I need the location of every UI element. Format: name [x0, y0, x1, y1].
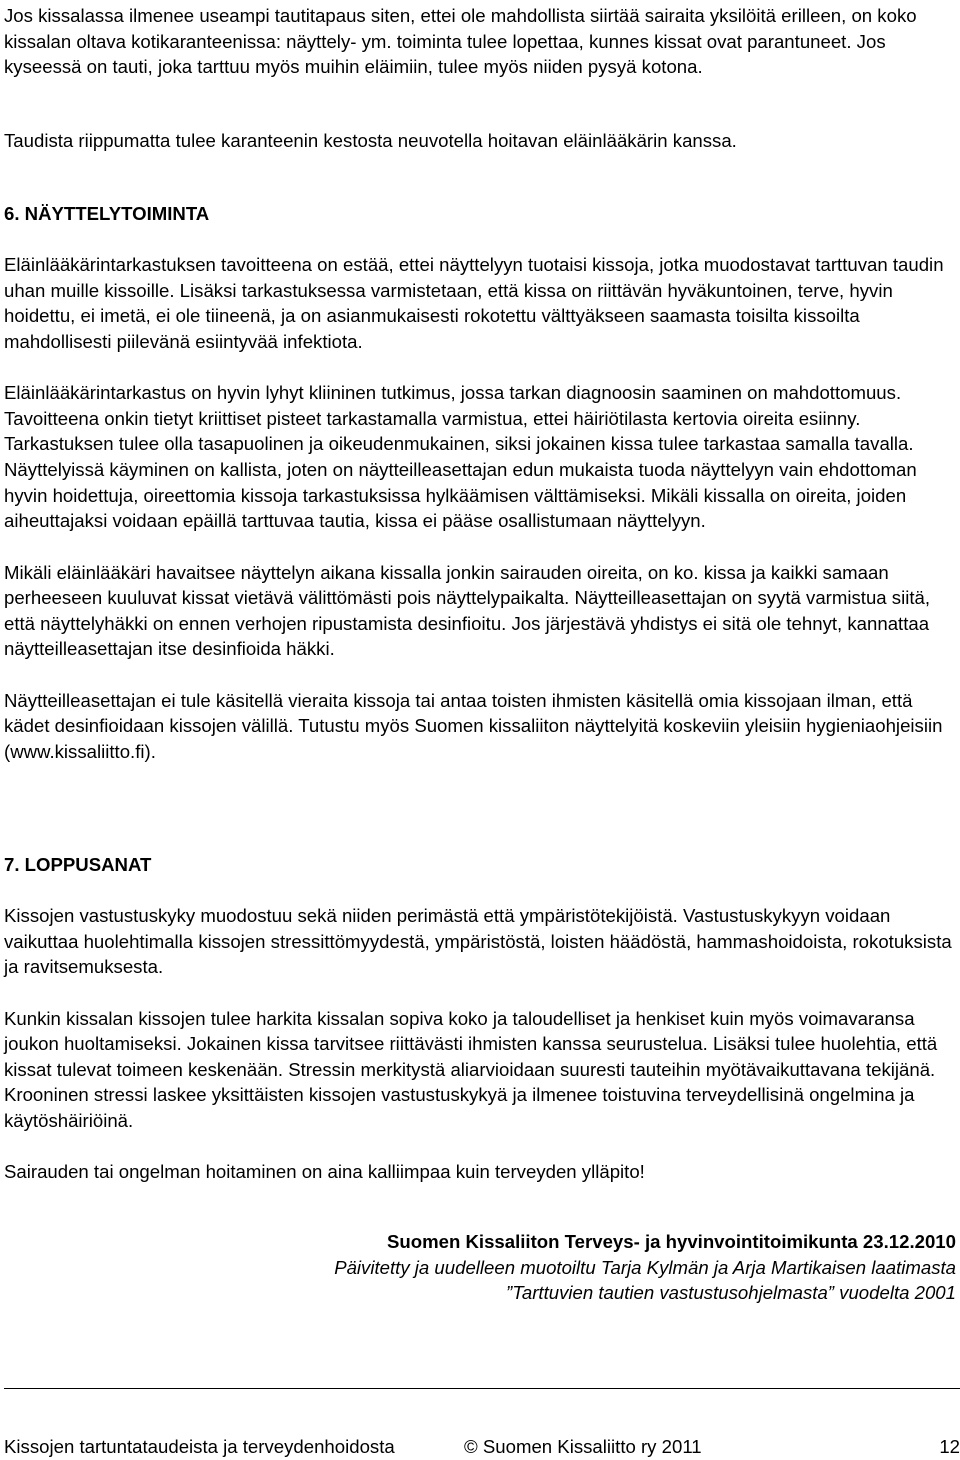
section-6-paragraph: Mikäli eläinlääkäri havaitsee näyttelyn aikana kissalla jonkin sairauden oireita, on ko. kissa ja kaikki samaan perheeseen kuuluvat kissat vietävä välittömästi pois näyttelypaikalta. Näytteilleasettajan on syytä varmistua siitä, että näyttelyhäkki on ennen verhojen ripustamista desinfioitu. Jos järjestävä yhdistys ei sitä ole tehnyt, kannattaa näytteilleasettajan itse desinfioida häkki. [4, 561, 931, 660]
signature-block [4, 1229, 956, 1306]
footer-document-title: Kissojen tartuntataudeista ja terveydenhoidosta [4, 1436, 395, 1457]
section-6-body [4, 252, 956, 764]
section-6-paragraph: Eläinlääkärintarkastus on hyvin lyhyt kliininen tutkimus, jossa tarkan diagnoosin saaminen on mahdottomuus. Tavoitteena onkin tietyt kriittiset pisteet tarkastamalla varmistua, ettei häiriötilasta kertovia oireita esiinny. Tarkastuksen tulee olla tasapuolinen ja oikeudenmukainen, siksi jokainen kissa tulee tarkastaa samalla tavalla. Näyttelyissä käyminen on kallista, joten on näytteilleasettajan edun mukaista tuoda näyttelyyn vain ehdottoman hyvin hoidettuja, oireettomia kissoja tarkastuksissa hylkäämisen välttämiseksi. Mikäli kissalla on oireita, joiden aiheuttajaksi voidaan epäillä tarttuvaa tautia, kissa ei pääse osallistumaan näyttelyyn. [4, 382, 917, 532]
section-heading-6: 6. NÄYTTELYTOIMINTA [4, 203, 210, 224]
section-7-paragraph: Sairauden tai ongelman hoitaminen on aina kalliimpaa kuin terveyden ylläpito! [4, 1161, 645, 1183]
section-6-paragraph: Näytteilleasettajan ei tule käsitellä vieraita kissoja tai antaa toisten ihmisten käsitellä omia kissojaan ilman, että kädet desinfioidaan kissojen välillä. Tutustu myös Suomen kissaliiton näyttelyitä koskeviin yleisiin hygieniaohjeisiin (www.kissaliitto.fi). [4, 689, 943, 762]
section-7-paragraph: Kunkin kissalan kissojen tulee harkita kissalan sopiva koko ja taloudelliset ja henkiset kuin myös voimavaransa joukon huoltamiseksi. Jokainen kissa tarvitsee riittävästi ihmisten kanssa seurustelua. Lisäksi tulee huolehtia, että kissat tulevat toimeen keskenään. Stressin merkitystä aliarvioidaan suuresti tauteihin myötävaikuttavana tekijänä. Krooninen stressi laskee yksittäisten kissojen vastustuskykyä ja ilmenee toistuvina terveydellisinä ongelmina ja käytöshäiriöinä. [4, 1007, 938, 1131]
signature-organization: Suomen Kissaliiton Terveys- ja hyvinvointitoimikunta 23.12.2010 [386, 1231, 956, 1252]
footer-copyright: © Suomen Kissaliitto ry 2011 [464, 1436, 702, 1457]
footer-divider [4, 1388, 960, 1389]
intro-section [4, 3, 956, 80]
intro-paragraph-quarantine: Jos kissalassa ilmenee useampi tautitapaus siten, ettei ole mahdollista siirtää sairaita yksilöitä erilleen, on koko kissalan oltava kotikaranteenissa: näyttely- ym. toiminta tulee lopettaa, kunnes kissat ovat parantuneet. Jos kyseessä on tauti, joka tarttuu myös muihin eläimiin, tulee myös niiden pysyä kotona. [4, 5, 917, 78]
section-7-body [4, 903, 956, 1185]
page-footer [4, 1436, 960, 1460]
signature-source-note: ”Tarttuvien tautien vastustusohjelmasta” vuodelta 2001 [506, 1282, 956, 1304]
section-7-paragraph: Kissojen vastustuskyky muodostuu sekä niiden perimästä että ympäristötekijöistä. Vastustuskykyyn voidaan vaikuttaa huolehtimalla kissojen stressittömyydestä, ympäristöstä, loisten häädöstä, hammashoidoista, rokotuksista ja ravitsemuksesta. [4, 905, 952, 978]
footer-page-number: 12 [939, 1436, 960, 1457]
signature-update-note: Päivitetty ja uudelleen muotoiltu Tarja Kylmän ja Arja Martikaisen laatimasta [334, 1256, 956, 1278]
section-6-paragraph: Eläinlääkärintarkastuksen tavoitteena on estää, ettei näyttelyyn tuotaisi kissoja, jotka muodostavat tarttuvan taudin uhan muille kissoille. Lisäksi tarkastuksessa varmistetaan, että kissa on riittävän hyväkuntoinen, terve, hyvin hoidettu, ei imetä, ei ole tiineenä, ja on asianmukaisesti rokotettu välttyäkseen saamasta toisilta kissoilta mahdollisesti piilevänä esiintyvää infektiota. [4, 254, 944, 352]
intro-paragraph-vet-consult: Taudista riippumatta tulee karanteenin kestosta neuvotella hoitavan eläinlääkärin kanssa. [4, 130, 737, 151]
section-heading-7: 7. LOPPUSANAT [4, 854, 152, 875]
